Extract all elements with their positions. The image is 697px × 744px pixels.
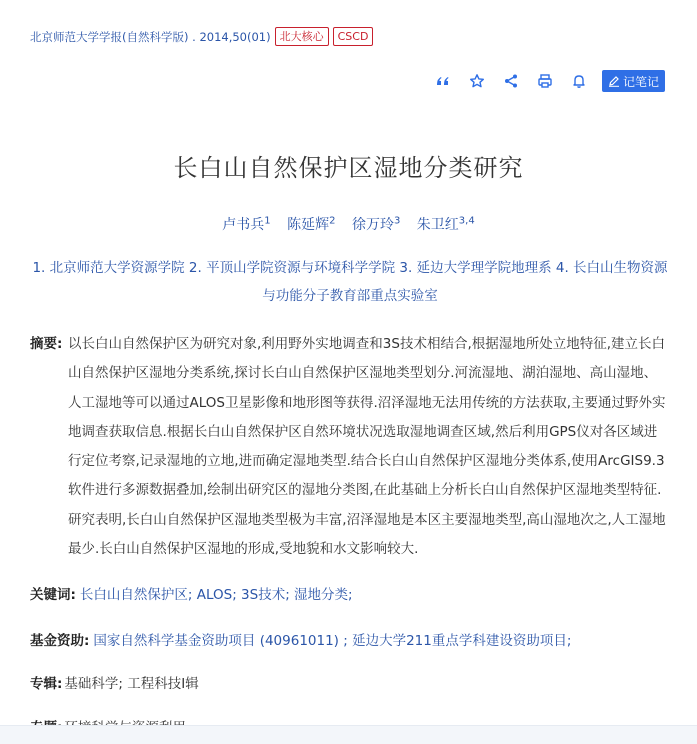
author-link[interactable]: 徐万玲$^3$ — [351, 215, 401, 233]
bottom-bar — [0, 725, 697, 744]
fund-section — [30, 629, 670, 649]
affiliations[interactable]: 1. 北京师范大学资源学院 2. 平顶山学院资源与环境科学学院 3. 延边大学理学院地理系 4. 长白山生物资源与功能分子教育部重点实验室 — [32, 260, 668, 304]
abstract-label: 摘要: — [30, 336, 63, 352]
article-toolbar — [426, 70, 665, 92]
abstract-section — [30, 330, 670, 564]
keywords-links[interactable]: 长白山自然保护区; ALOS; 3S技术; 湿地分类; — [79, 587, 353, 603]
keywords-label: 关键词: — [30, 587, 76, 603]
pencil-icon — [608, 75, 620, 87]
abstract-text: 以长白山自然保护区为研究对象,利用野外实地调查和3S技术相结合,根据湿地所处立地特征,建立长白山自然保护区湿地分类系统,探讨长白山自然保护区湿地类型划分.河流湿地、湖泊湿地、高山湿地、人工湿地等可以通过ALOS卫星影像和地形图等获得.沼泽湿地无法用传统的方法获取,主要通过野外实地调查获取信息.根据长白山自然保护区自然环境状况选取湿地调查区域,然后利用GPS仪对各区域进行定位考察,记录湿地的立地,进而确定湿地类型.结合长白山自然保护区湿地分类体系,使用ArcGIS9.3软件进行多源数据叠加,绘制出研究区的湿地分类图,在此基础上分析长白山自然保护区湿地类型特征.研究表明,长白山自然保护区湿地类型极为丰富,沼泽湿地是本区主要湿地类型,高山湿地次之,人工湿地最少.长白山自然保护区湿地的形成,受地貌和水文影响较大. — [68, 336, 666, 558]
take-notes-label: 记笔记 — [622, 74, 659, 89]
author-link[interactable]: 陈延辉$^2$ — [287, 215, 336, 233]
journal-link[interactable]: 北京师范大学学报(自然科学版) . 2014,50(01) — [30, 29, 271, 44]
article-title: 长白山自然保护区湿地分类研究 — [173, 154, 524, 182]
fund-links[interactable]: 国家自然科学基金资助项目 (40961011) ; 延边大学211重点学科建设资助项目; — [93, 633, 572, 649]
keywords-section — [30, 583, 670, 603]
bell-icon[interactable] — [562, 73, 596, 89]
star-icon[interactable] — [460, 73, 494, 89]
album-value: 基础科学; 工程科技Ⅰ辑 — [64, 676, 199, 692]
source-line — [30, 27, 373, 46]
quote-icon[interactable] — [426, 73, 460, 89]
fund-label: 基金资助: — [30, 633, 90, 649]
album-section — [30, 672, 670, 692]
badge-pku-core: 北大核心 — [275, 27, 329, 46]
album-label: 专辑: — [30, 676, 63, 692]
take-notes-button[interactable] — [602, 70, 665, 92]
badge-cscd: CSCD — [333, 27, 374, 46]
share-icon[interactable] — [494, 73, 528, 89]
author-list — [0, 214, 697, 234]
author-link[interactable]: 卢书兵$^1$ — [222, 215, 271, 233]
print-icon[interactable] — [528, 73, 562, 89]
author-link[interactable]: 朱卫红$^{3,4}$ — [416, 215, 475, 233]
